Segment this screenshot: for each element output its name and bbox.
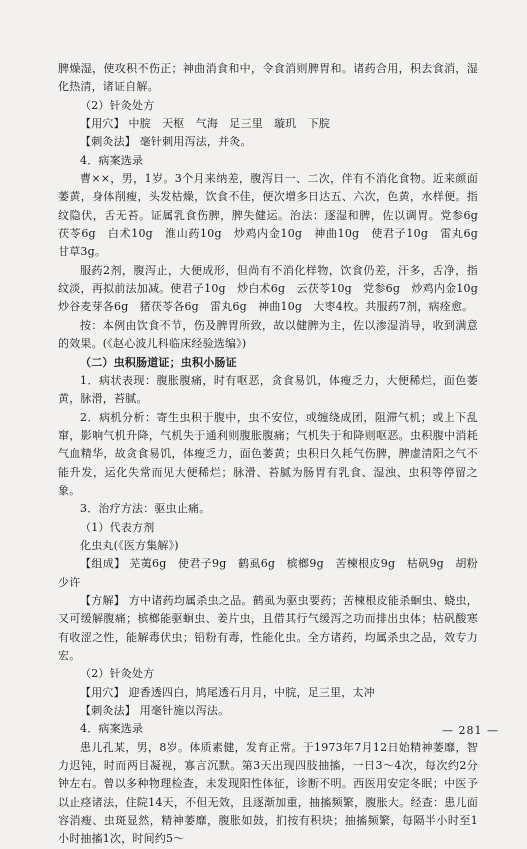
page-number: — 281 — [442, 724, 499, 737]
technique-line: 【刺灸法】 毫针刺用泻法，并灸。 [80, 135, 252, 149]
section-heading: （二）虫积肠道证；虫积小肠证 [80, 355, 237, 369]
case-paragraph: 曹××，男，1岁。3个月来纳差，腹泻日一、二次，伴有不消化食物。近来颜面萎黄，身体削瘦，头发枯燥，饮食不佳，便次增多日达五、六次，色黄，水样便。指纹隐伏，舌无苔。证属乳食伤脾，脾失健运。治法：逐湿和脾，佐以调胃。党参6g 茯苓6g 白术10g 淮山药10g 炒鸡内金10g 神曲10g 使君子10g 雷丸6g 甘草3g。 [58, 172, 490, 259]
subheading: （2）针灸处方 [80, 98, 155, 112]
formula-explanation: 【方解】 方中诸药均属杀虫之品。鹤虱为驱虫要药；苦楝根皮能杀蛔虫、蛲虫，又可缓解腹痛；槟榔能驱蛔虫、姜片虫，且借其行气缓泻之功而排出虫体；枯矾酸寒有收涩之性，能解毒伏虫；铅粉有毒，性能化虫。全方诸药，均属杀虫之品，效专力宏。 [58, 593, 478, 662]
paragraph: 脾燥湿，使攻积不伤正；神曲消食和中，令食消则脾胃和。诸药合用，积去食消，湿化热清，诸证自解。 [58, 62, 478, 94]
acupoints-line: 【用穴】 中脘 天枢 气海 足三里 璇玑 下脘 [80, 117, 331, 131]
subheading: 4．病案选录 [80, 153, 144, 167]
composition-line: 【组成】 芜荑6g 使君子9g 鹤虱6g 槟榔9g 苦楝根皮9g 枯矾9g 胡粉少许 [58, 557, 478, 589]
case-paragraph: 服药2剂，腹泻止，大便成形，但尚有不消化样物，饮食仍差，汗多，舌净，指纹淡，再拟前法加减。使君子10g 炒白术6g 云茯苓10g 党参6g 炒鸡内金10g 炒谷麦芽各6g 猪茯苓各6g 雷丸6g 神曲10g 大枣4枚。共服药7剂，病痊愈。 [58, 263, 490, 314]
paragraph: 1．病状表现：腹胀腹痛，时有呕恶，贪食易饥，体瘦乏力，大便稀烂，面色萎黄，脉滑，苔腻。 [58, 373, 478, 406]
paragraph: 2．病机分析：寄生虫积于腹中，虫不安位，或缠绕成团，阻滞气机；或上下乱窜，影响气机升降，气机失于通利则腹胀腹痛；气机失于和降则呕恶。虫积腹中消耗气血精华，故贪食易饥，体瘦乏力，面色萎黄；虫积日久耗气伤脾，脾虚清阳之气不能升发，运化失常而见大便稀烂；脉滑、苔腻为肠胃有乳食、湿浊、虫积等停留之象。 [58, 410, 478, 497]
technique-line: 【刺灸法】 用毫针施以泻法。 [80, 704, 230, 718]
formula-title: 化虫丸(《医方集解》) [80, 538, 179, 552]
case-paragraph: 患儿孔某，男，8岁。体质素健，发育正常。于1973年7月12日始精神萎靡，智力迟钝，时而两目凝视，寡言沉默。第3天出现四肢抽搐，一日3～4次，每次约2分钟左右。曾以多种物理检查，未发现阳性体征，诊断不明。西医用安定冬眠；中医予以止痉诸法，住院14天，不但无效，且逐渐加重，抽搐频繁，腹胀大。经查：患儿面容消瘦、虫斑显然，精神萎靡，腹胀如鼓，扪按有积块；抽搐频繁，每隔半小时至1小时抽搐1次，时间约5～ [58, 740, 478, 846]
subheading: （2）针灸处方 [80, 667, 155, 681]
acupoints-line: 【用穴】 迎香透四白，鸠尾透石月月，中脘，足三里，太冲 [80, 685, 375, 699]
subheading: （1）代表方剂 [80, 520, 155, 534]
paragraph: 3．治疗方法：驱虫止痛。 [80, 502, 211, 516]
subheading: 4．病案选录 [80, 722, 144, 736]
page-body [58, 60, 490, 849]
note-paragraph: 按：本例由饮食不节，伤及脾胃所致，故以健脾为主，佐以渗湿消导，收到满意的效果。(《赵心波儿科临床经验选编》) [58, 318, 478, 351]
